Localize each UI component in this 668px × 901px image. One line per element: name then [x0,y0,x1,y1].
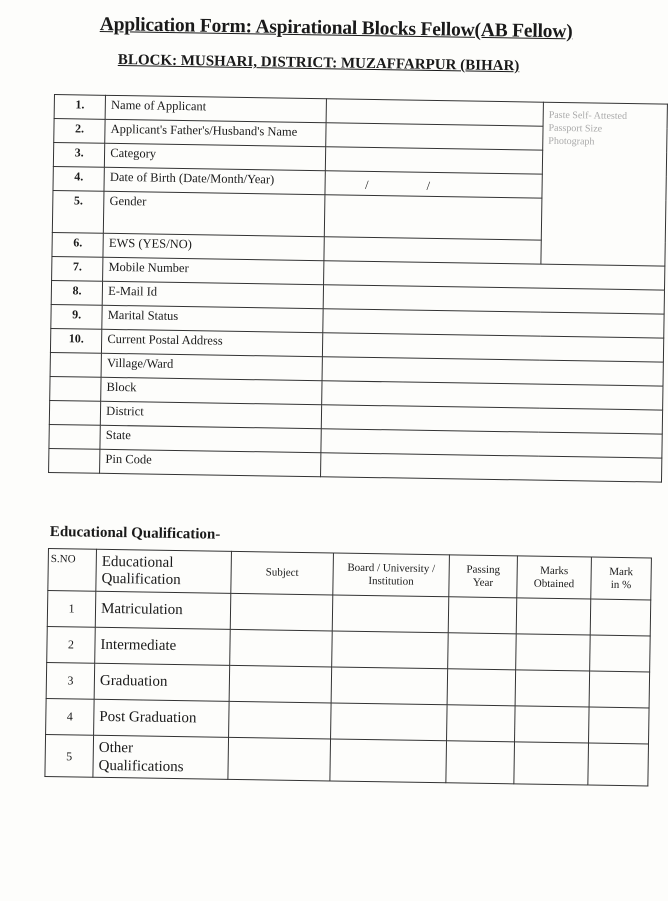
header-passing-year [449,555,518,598]
subject-input-cell[interactable] [229,701,332,739]
field-label-father-name: Applicant's Father's/Husband's Name [105,119,327,146]
row-sno: 4 [46,698,95,735]
row-sno: 3 [46,662,95,699]
dob-input-cell[interactable] [325,171,542,198]
photo-box[interactable] [541,102,668,266]
row-qualification: Matriculation [95,591,231,629]
row-qualification: Post Graduation [94,699,230,737]
field-number [50,376,102,401]
field-label-postal-address: Current Postal Address [102,329,324,356]
header-marks-line: Obtained [533,577,575,590]
field-number [49,448,101,473]
field-label-state: State [100,425,322,452]
photo-box-line: Paste Self- Attested [548,109,628,123]
table-row [45,734,649,785]
field-label-village: Village/Ward [101,353,323,380]
board-input-cell[interactable] [330,739,447,783]
field-number [50,352,102,377]
field-label-pin-code: Pin Code [100,449,322,476]
passing-year-input-cell[interactable] [448,597,517,634]
percent-input-cell[interactable] [590,599,651,636]
name-input-cell[interactable] [327,99,544,126]
category-input-cell[interactable] [326,147,543,174]
row-qualification: Graduation [94,663,230,701]
field-number: 2. [54,119,106,144]
dob-separators [365,178,488,195]
photo-box-line: Passport Size [548,122,603,135]
marks-input-cell[interactable] [514,742,589,785]
subject-input-cell[interactable] [230,593,333,631]
applicant-details-table [48,94,668,483]
field-label-dob: Date of Birth (Date/Month/Year) [104,167,326,194]
subject-input-cell[interactable] [230,629,333,667]
row-qualification: Intermediate [95,627,231,665]
row-qualification [93,735,229,779]
field-number: 4. [53,166,105,191]
board-input-cell[interactable] [332,595,449,633]
header-passing-line: Year [472,576,494,589]
row-sno: 5 [45,734,94,777]
row-sno: 1 [47,591,96,628]
header-mark-percent [591,557,652,600]
field-label-block: Block [101,377,323,404]
education-table [44,548,652,786]
subject-input-cell[interactable] [229,665,332,703]
header-passing-line: Passing [466,563,501,576]
field-number [49,424,101,449]
header-board-line: Board / University / [347,561,436,575]
field-label-email: E-Mail Id [102,281,324,308]
row-qualification-line: Qualifications [98,757,184,775]
marks-input-cell[interactable] [515,670,590,707]
field-label-category: Category [105,143,327,170]
header-qualification-line: Educational [101,553,174,571]
form-title: Application Form: Aspirational Blocks Fellow(AB Fellow) [99,14,573,43]
ews-input-cell[interactable] [324,237,541,264]
passing-year-input-cell[interactable] [448,633,517,670]
form-subtitle: BLOCK: MUSHARI, DISTRICT: MUZAFFARPUR (BIHAR) [117,52,520,75]
dob-slash: / [426,178,431,193]
board-input-cell[interactable] [331,703,448,741]
field-number: 6. [52,232,104,257]
passing-year-input-cell[interactable] [446,741,515,784]
field-label-gender: Gender [104,191,326,236]
field-label-mobile: Mobile Number [103,257,325,284]
marks-input-cell[interactable] [516,598,591,635]
percent-input-cell[interactable] [589,671,650,708]
passing-year-input-cell[interactable] [447,705,516,742]
passing-year-input-cell[interactable] [447,669,516,706]
row-sno: 2 [47,626,96,663]
photo-box-line: Photograph [548,135,595,148]
dob-slash: / [364,177,369,192]
field-label-name: Name of Applicant [105,95,327,122]
field-number: 8. [51,280,103,305]
percent-input-cell[interactable] [589,707,650,744]
row-qualification-line: Other [98,739,134,756]
field-label-ews: EWS (YES/NO) [103,233,325,260]
header-marks-obtained [517,556,592,599]
board-input-cell[interactable] [331,667,448,705]
header-marks-line: Marks [540,564,569,577]
field-number: 7. [52,256,104,281]
percent-input-cell[interactable] [588,743,649,786]
header-percent-line: Mark [609,565,634,578]
gender-input-cell[interactable] [325,195,542,240]
header-qualification-line: Qualification [101,570,181,588]
father-name-input-cell[interactable] [326,123,543,150]
header-sno: S.NO [48,549,97,592]
field-number: 9. [51,304,103,329]
board-input-cell[interactable] [332,631,449,669]
field-label-marital-status: Marital Status [102,305,324,332]
field-number: 1. [54,95,106,120]
header-percent-line: in % [610,578,632,591]
header-board-line: Institution [368,574,414,588]
subject-input-cell[interactable] [228,737,331,781]
education-heading: Educational Qualification- [49,524,221,543]
header-qualification [96,549,232,593]
header-subject: Subject [231,551,334,595]
field-label-district: District [101,401,323,428]
field-number: 3. [53,143,105,168]
pin-code-input-cell[interactable] [321,453,662,482]
header-board [333,553,450,597]
field-number: 5. [52,190,104,233]
percent-input-cell[interactable] [590,635,651,672]
field-number [49,400,101,425]
marks-input-cell[interactable] [515,706,590,743]
marks-input-cell[interactable] [516,634,591,671]
field-number: 10. [50,328,102,353]
